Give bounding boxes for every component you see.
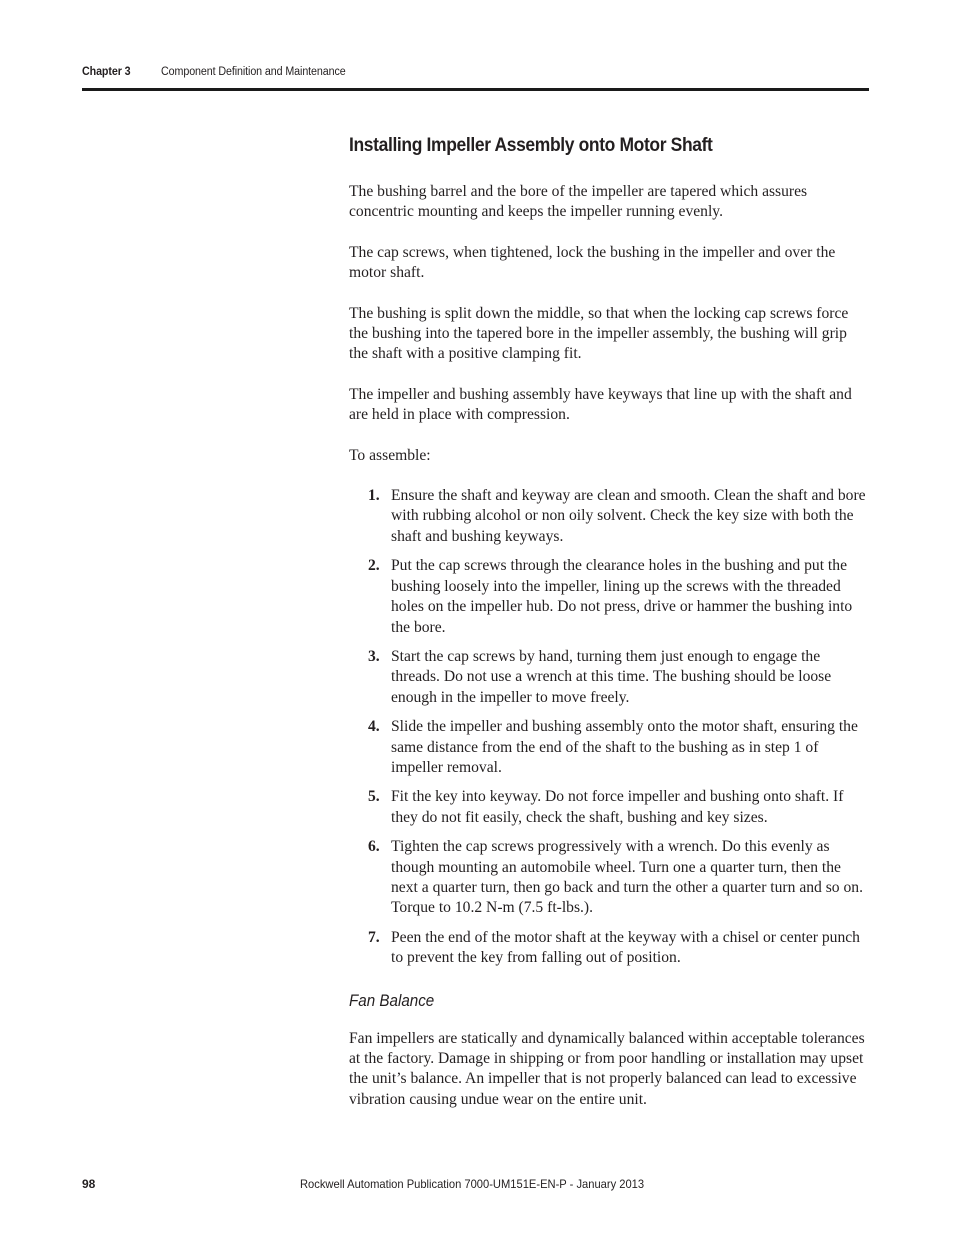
- publication-info: Rockwell Automation Publication 7000-UM151E-EN-P - January 2013: [300, 1177, 645, 1191]
- list-item: [349, 717, 869, 778]
- assembly-steps-list: [349, 486, 869, 969]
- step-text: Slide the impeller and bushing assembly onto the motor shaft, ensuring the same distance from the end of the shaft to the bushing as in step 1 of impeller removal.: [391, 718, 858, 776]
- list-item: [349, 787, 869, 828]
- main-content: [349, 132, 869, 1110]
- list-item: [349, 647, 869, 708]
- step-number: 4.: [368, 718, 380, 736]
- step-text: Ensure the shaft and keyway are clean and smooth. Clean the shaft and bore with rubbing alcohol or non oily solvent. Check the key size with both the shaft and bushing keyways.: [391, 487, 866, 545]
- step-number: 3.: [368, 647, 380, 665]
- step-number: 2.: [368, 557, 380, 575]
- subsection-title: Fan Balance: [349, 991, 435, 1010]
- paragraph: The bushing is split down the middle, so that when the locking cap screws force the bushing into the tapered bore in the impeller assembly, the bushing will grip the shaft with a positive clamping fit.: [349, 304, 849, 363]
- list-item: [349, 928, 869, 969]
- step-text: Start the cap screws by hand, turning them just enough to engage the threads. Do not use a wrench at this time. The bushing should be loose enough in the impeller to move freely.: [391, 647, 832, 706]
- list-item: [349, 837, 869, 919]
- chapter-label: Chapter 3: [82, 66, 131, 78]
- page-footer: [82, 1177, 869, 1193]
- chapter-title: Component Definition and Maintenance: [161, 66, 346, 78]
- paragraph: Fan impellers are statically and dynamically balanced within acceptable tolerances at the factory. Damage in shipping or from poor handling or installation may upset the unit’s balance. An impeller that is not properly balanced can lead to excessive vibration causing undue wear on the entire unit.: [349, 1029, 865, 1108]
- list-item: [349, 556, 869, 638]
- step-number: 7.: [368, 928, 380, 946]
- page-header: [82, 66, 813, 84]
- page-number: 98: [82, 1177, 96, 1191]
- paragraph: To assemble:: [349, 446, 431, 464]
- step-text: Put the cap screws through the clearance holes in the bushing and put the bushing loosely into the impeller, lining up the screws with the threaded holes on the impeller hub. Do not press, drive or hammer the bushing into the bore.: [391, 557, 853, 636]
- step-number: 5.: [368, 788, 380, 806]
- paragraph: The cap screws, when tightened, lock the bushing in the impeller and over the motor shaft.: [349, 243, 836, 282]
- header-rule: [82, 88, 869, 91]
- step-text: Fit the key into keyway. Do not force impeller and bushing onto shaft. If they do not fit easily, check the shaft, bushing and key sizes.: [391, 788, 844, 826]
- step-text: Tighten the cap screws progressively with a wrench. Do this evenly as though mounting an automobile wheel. Turn one a quarter turn, then the next a quarter turn, then go back and turn the other a quarter turn and so on. Torque to 10.2 N-m (7.5 ft-lbs.).: [391, 838, 863, 917]
- step-text: Peen the end of the motor shaft at the keyway with a chisel or center punch to prevent the key from falling out of position.: [391, 928, 860, 967]
- step-number: 6.: [368, 838, 380, 856]
- section-title: Installing Impeller Assembly onto Motor Shaft: [349, 135, 713, 156]
- list-item: [349, 486, 869, 547]
- step-number: 1.: [368, 487, 380, 505]
- paragraph: The bushing barrel and the bore of the impeller are tapered which assures concentric mounting and keeps the impeller running evenly.: [349, 183, 808, 221]
- paragraph: The impeller and bushing assembly have keyways that line up with the shaft and are held in place with compression.: [349, 385, 852, 424]
